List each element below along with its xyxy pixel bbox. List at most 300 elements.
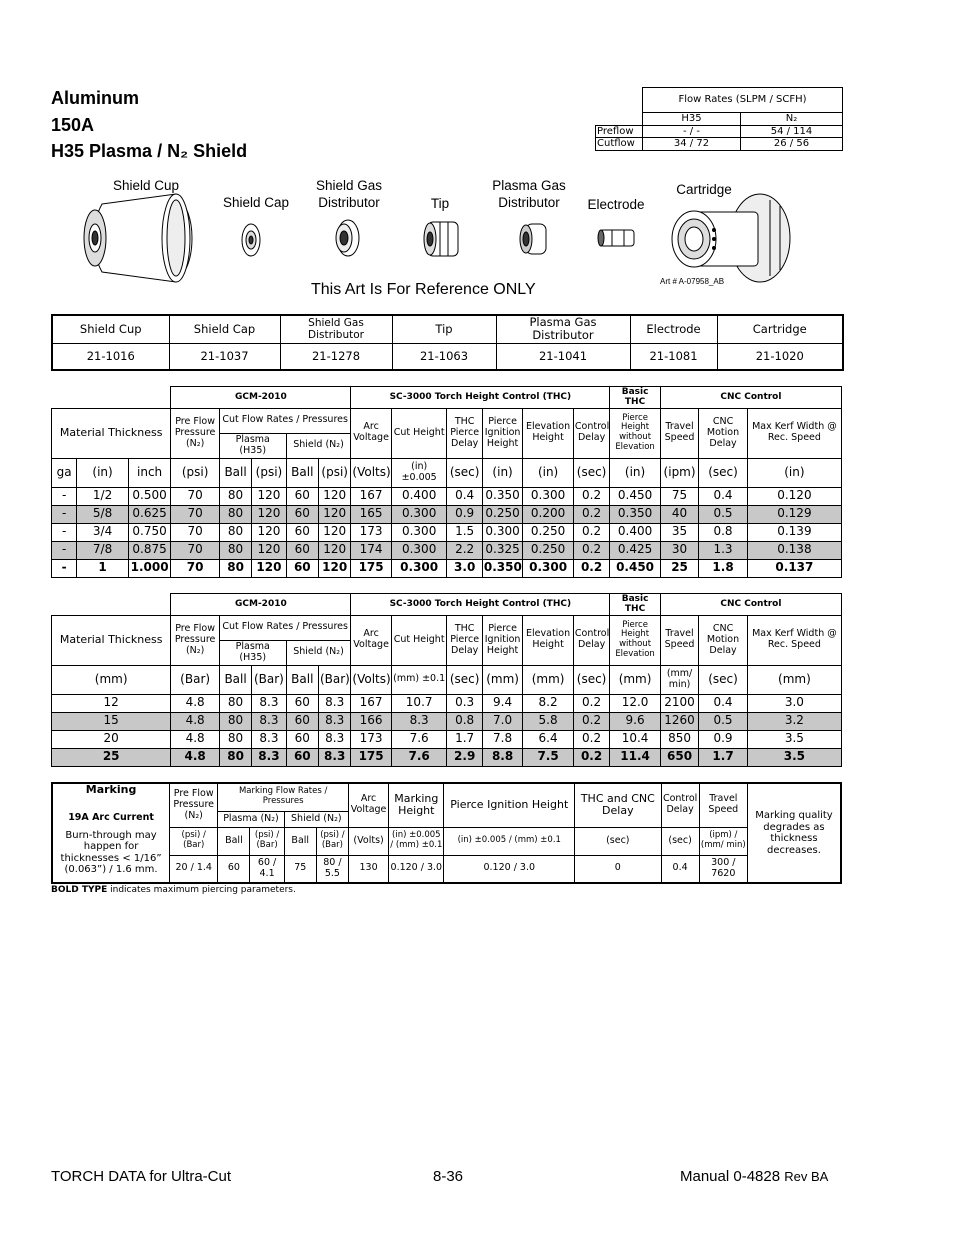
table-cell: 0.9 (699, 730, 748, 748)
table-cell: 1260 (660, 712, 698, 730)
table-row (52, 523, 842, 541)
unit-cell: (mm) (747, 665, 841, 694)
flow-col-h35: H35 (643, 113, 741, 126)
table-cell: 8.3 (252, 748, 286, 766)
table-cell: 0.400 (391, 487, 447, 505)
cutflow-header: Cut Flow Rates / Pressures (219, 615, 351, 640)
page-number: 8-36 (433, 1168, 464, 1185)
table-cell: 120 (252, 505, 286, 523)
material-thickness-header: Material Thickness (52, 615, 171, 665)
unit-cell: (psi) / (Bar) (316, 827, 348, 855)
basic-thc-header: Basic THC (610, 387, 661, 409)
cnc-motion-delay-header: CNC Motion Delay (699, 615, 748, 665)
table-cell: 0.450 (610, 487, 661, 505)
title-material: Aluminum (51, 88, 139, 108)
pierce-ignition-header: Pierce Ignition Height (482, 615, 522, 665)
table-cell: 0.129 (747, 505, 841, 523)
flow-rates-table (595, 87, 843, 151)
table-cell: 1.3 (699, 541, 748, 559)
table-cell: 850 (660, 730, 698, 748)
table-cell: 166 (351, 712, 391, 730)
table-cell: 3.5 (747, 730, 841, 748)
table-cell: 80 (219, 487, 251, 505)
table-cell: 60 (286, 559, 318, 577)
table-cell: 120 (318, 541, 350, 559)
travel-speed-header: Travel Speed (660, 615, 698, 665)
art-number: Art # A-07958_AB (660, 277, 725, 286)
table-cell: 0.4 (447, 487, 482, 505)
label-electrode: Electrode (587, 197, 645, 212)
shield-gas-distributor-icon (336, 220, 359, 256)
unit-cell: Ball (284, 827, 316, 855)
table-cell: - (52, 523, 77, 541)
marking-flows-header: Marking Flow Rates / Pressures (218, 783, 349, 811)
marking-quality-note: Marking quality degrades as thickness decreases. (747, 783, 841, 883)
marking-plasma-header: Plasma (N₂) (218, 811, 284, 827)
table-cell: 12 (52, 694, 171, 712)
table-cell: 2.9 (447, 748, 482, 766)
table-row (52, 487, 842, 505)
table-cell: 70 (171, 487, 220, 505)
table-cell: 0.8 (699, 523, 748, 541)
parts-header: Shield Cap (169, 315, 280, 343)
label-tip: Tip (430, 196, 450, 211)
unit-cell: (sec) (699, 665, 748, 694)
plasma-header: Plasma (H35) (219, 640, 286, 665)
table-cell: 165 (351, 505, 391, 523)
table-cell: 5.8 (523, 712, 574, 730)
table-cell: 1.7 (447, 730, 482, 748)
parts-header: Electrode (630, 315, 717, 343)
plasma-header: Plasma (H35) (219, 433, 286, 458)
table-cell: 25 (52, 748, 171, 766)
value-cell: 0.120 / 3.0 (444, 855, 575, 883)
label-shield-gas-distributor: Shield Gas Distributor (315, 178, 383, 210)
table-cell: 0.2 (573, 748, 609, 766)
part-number: 21-1016 (52, 343, 169, 370)
value-cell: 80 / 5.5 (316, 855, 348, 883)
shield-header: Shield (N₂) (286, 640, 351, 665)
shield-cap-icon (242, 224, 260, 256)
unit-cell: (psi) / (Bar) (250, 827, 284, 855)
table-cell: 10.7 (391, 694, 447, 712)
table-cell: 1/2 (77, 487, 129, 505)
table-cell: 80 (219, 559, 251, 577)
unit-cell: Ball (286, 458, 318, 487)
table-cell: 120 (318, 505, 350, 523)
table-cell: 0.400 (610, 523, 661, 541)
cnc-header: CNC Control (660, 387, 841, 409)
value-cell: 300 / 7620 (699, 855, 747, 883)
value-cell: 0.120 / 3.0 (389, 855, 444, 883)
unit-cell: (mm) (610, 665, 661, 694)
unit-cell: (in) (77, 458, 129, 487)
thc-pierce-delay-header: THC Pierce Delay (447, 408, 482, 458)
marking-height-header: Marking Height (389, 783, 444, 827)
marking-preflow-header: Pre Flow Pressure (N₂) (170, 783, 218, 827)
unit-cell: Ball (219, 458, 251, 487)
elevation-header: Elevation Height (523, 408, 574, 458)
unit-cell: (mm) (523, 665, 574, 694)
table-cell: 0.300 (482, 523, 522, 541)
unit-cell: (Volts) (351, 665, 391, 694)
part-number: 21-1278 (280, 343, 392, 370)
table-cell: 8.3 (252, 730, 286, 748)
table-row (52, 748, 842, 766)
table-cell: 80 (219, 748, 251, 766)
table-cell: 3.0 (747, 694, 841, 712)
thc-header: SC-3000 Torch Height Control (THC) (351, 594, 610, 616)
table-cell: 1.000 (128, 559, 170, 577)
metric-parameters-table (51, 593, 842, 767)
table-row (52, 712, 842, 730)
table-cell: 120 (318, 523, 350, 541)
flow-cell: 26 / 56 (741, 138, 843, 151)
marking-pierce-header: Pierce Ignition Height (444, 783, 575, 827)
table-cell: 175 (351, 748, 391, 766)
value-cell: 0 (575, 855, 661, 883)
table-cell: 0.4 (699, 487, 748, 505)
part-number: 21-1063 (392, 343, 496, 370)
table-cell: 0.300 (391, 541, 447, 559)
cut-height-header: Cut Height (391, 615, 447, 665)
table-cell: 8.3 (318, 748, 350, 766)
table-cell: 4.8 (171, 748, 220, 766)
table-cell: 0.2 (573, 523, 609, 541)
table-cell: 0.5 (699, 505, 748, 523)
table-cell: 0.4 (699, 694, 748, 712)
table-cell: 0.875 (128, 541, 170, 559)
label-plasma-gas-distributor: Plasma Gas Distributor (492, 178, 566, 210)
table-cell: 0.450 (610, 559, 661, 577)
arc-voltage-header: Arc Voltage (351, 408, 391, 458)
table-cell: 0.2 (573, 487, 609, 505)
unit-cell: (sec) (699, 458, 748, 487)
table-cell: 0.325 (482, 541, 522, 559)
table-cell: 120 (252, 559, 286, 577)
table-cell: 7.5 (523, 748, 574, 766)
parts-table (51, 314, 844, 371)
table-cell: 120 (252, 523, 286, 541)
table-cell: 650 (660, 748, 698, 766)
unit-cell: (in) ±0.005 / (mm) ±0.1 (389, 827, 444, 855)
part-number: 21-1037 (169, 343, 280, 370)
table-cell: 75 (660, 487, 698, 505)
unit-cell: (Bar) (318, 665, 350, 694)
unit-cell: (Bar) (252, 665, 286, 694)
value-cell: 75 (284, 855, 316, 883)
table-cell: 0.2 (573, 694, 609, 712)
table-cell: - (52, 559, 77, 577)
table-cell: 0.2 (573, 505, 609, 523)
table-row (52, 730, 842, 748)
preflow-header: Pre Flow Pressure (N₂) (171, 408, 220, 458)
table-cell: 8.3 (391, 712, 447, 730)
table-cell: 1.8 (699, 559, 748, 577)
table-cell: 0.625 (128, 505, 170, 523)
table-cell: 2.2 (447, 541, 482, 559)
table-cell: 80 (219, 523, 251, 541)
table-cell: 0.750 (128, 523, 170, 541)
material-thickness-header: Material Thickness (52, 408, 171, 458)
table-cell: 0.425 (610, 541, 661, 559)
table-cell: 120 (252, 487, 286, 505)
table-row (52, 559, 842, 577)
value-cell: 130 (348, 855, 388, 883)
table-cell: 4.8 (171, 730, 220, 748)
table-cell: 60 (286, 694, 318, 712)
plasma-gas-distributor-icon (520, 224, 546, 254)
table-cell: 0.9 (447, 505, 482, 523)
gcm-header: GCM-2010 (171, 594, 351, 616)
table-cell: 60 (286, 712, 318, 730)
tip-icon (424, 222, 458, 256)
elevation-header: Elevation Height (523, 615, 574, 665)
table-cell: 0.2 (573, 559, 609, 577)
table-cell: 1 (77, 559, 129, 577)
unit-cell: (in) ±0.005 / (mm) ±0.1 (444, 827, 575, 855)
table-cell: 175 (351, 559, 391, 577)
marking-parameters-table (51, 782, 842, 884)
parts-header: Tip (392, 315, 496, 343)
unit-cell: (sec) (447, 665, 482, 694)
table-cell: - (52, 505, 77, 523)
table-cell: 167 (351, 694, 391, 712)
part-number: 21-1081 (630, 343, 717, 370)
table-cell: 0.300 (391, 523, 447, 541)
table-cell: 3/4 (77, 523, 129, 541)
flow-cell: - / - (643, 125, 741, 138)
table-cell: 25 (660, 559, 698, 577)
table-cell: 0.250 (523, 523, 574, 541)
marking-thc-cnc-header: THC and CNC Delay (575, 783, 661, 827)
table-cell: 0.2 (573, 541, 609, 559)
table-cell: 4.8 (171, 694, 220, 712)
table-cell: 8.3 (252, 712, 286, 730)
unit-cell: (mm) ±0.1 (391, 665, 447, 694)
table-cell: 40 (660, 505, 698, 523)
table-cell: 60 (286, 541, 318, 559)
table-cell: 7.0 (482, 712, 522, 730)
table-cell: 60 (286, 505, 318, 523)
table-cell: 8.3 (318, 730, 350, 748)
table-cell: 0.350 (482, 487, 522, 505)
value-cell: 0.4 (661, 855, 699, 883)
parts-header: Plasma Gas Distributor (496, 315, 630, 343)
bold-type-label: BOLD TYPE (51, 885, 108, 895)
title-gas: H35 Plasma / N₂ Shield (51, 141, 248, 161)
table-cell: 120 (318, 559, 350, 577)
table-row (52, 694, 842, 712)
table-cell: 0.300 (391, 559, 447, 577)
flow-header: Flow Rates (SLPM / SCFH) (643, 88, 843, 113)
table-cell: 174 (351, 541, 391, 559)
table-cell: 7.6 (391, 730, 447, 748)
table-cell: 0.300 (523, 559, 574, 577)
basic-thc-header: Basic THC (610, 594, 661, 616)
table-cell: 7.8 (482, 730, 522, 748)
unit-cell: (in) (482, 458, 522, 487)
table-cell: 0.300 (391, 505, 447, 523)
table-cell: 15 (52, 712, 171, 730)
gcm-header: GCM-2010 (171, 387, 351, 409)
footer-left: TORCH DATA for Ultra-Cut (51, 1168, 232, 1185)
table-cell: 0.250 (482, 505, 522, 523)
marking-burn-note: Burn-through may happen for thicknesses < 1/16” (0.063”) / 1.6 mm. (60, 829, 162, 876)
table-cell: 5/8 (77, 505, 129, 523)
table-cell: 4.8 (171, 712, 220, 730)
unit-cell: (mm) (482, 665, 522, 694)
parts-header: Shield Gas Distributor (280, 315, 392, 343)
table-row (52, 505, 842, 523)
unit-cell: (Volts) (348, 827, 388, 855)
table-cell: 20 (52, 730, 171, 748)
pierce-without-elevation-header: Pierce Height without Elevation (610, 408, 661, 458)
table-cell: 8.3 (252, 694, 286, 712)
unit-cell: (in) ±0.005 (391, 458, 447, 487)
bold-type-text: indicates maximum piercing parameters. (107, 885, 296, 895)
cnc-header: CNC Control (660, 594, 841, 616)
travel-speed-header: Travel Speed (660, 408, 698, 458)
unit-cell: Ball (219, 665, 251, 694)
table-cell: 0.350 (610, 505, 661, 523)
unit-cell: inch (128, 458, 170, 487)
marking-control-header: Control Delay (661, 783, 699, 827)
control-delay-header: Control Delay (573, 408, 609, 458)
unit-cell: (Bar) (171, 665, 220, 694)
parts-header: Cartridge (717, 315, 843, 343)
table-cell: 35 (660, 523, 698, 541)
shield-header: Shield (N₂) (286, 433, 351, 458)
cut-height-header: Cut Height (391, 408, 447, 458)
table-cell: 7/8 (77, 541, 129, 559)
table-cell: 70 (171, 559, 220, 577)
table-cell: 0.139 (747, 523, 841, 541)
unit-cell: (ipm) / (mm/ min) (699, 827, 747, 855)
electrode-icon (598, 230, 634, 246)
label-shield-cap: Shield Cap (222, 195, 290, 210)
title-amperage: 150A (51, 115, 95, 135)
table-row (52, 541, 842, 559)
cartridge-icon (672, 194, 790, 282)
table-cell: 3.5 (747, 748, 841, 766)
unit-cell: (ipm) (660, 458, 698, 487)
table-cell: 0.350 (482, 559, 522, 577)
table-cell: 8.2 (523, 694, 574, 712)
max-kerf-header: Max Kerf Width @ Rec. Speed (747, 408, 841, 458)
table-cell: 80 (219, 541, 251, 559)
unit-cell: (sec) (575, 827, 661, 855)
table-cell: 120 (252, 541, 286, 559)
unit-cell: (Volts) (351, 458, 391, 487)
table-cell: 11.4 (610, 748, 661, 766)
table-cell: 9.4 (482, 694, 522, 712)
unit-cell: (in) (610, 458, 661, 487)
table-cell: 3.0 (447, 559, 482, 577)
table-cell: 0.2 (573, 712, 609, 730)
unit-cell: Ball (218, 827, 250, 855)
table-cell: 60 (286, 523, 318, 541)
flow-row-label: Cutflow (596, 138, 643, 151)
pierce-ignition-header: Pierce Ignition Height (482, 408, 522, 458)
table-cell: 1.7 (699, 748, 748, 766)
unit-cell: Ball (286, 665, 318, 694)
bold-type-note (51, 885, 296, 895)
table-cell: 0.2 (573, 730, 609, 748)
table-cell: 12.0 (610, 694, 661, 712)
marking-travel-header: Travel Speed (699, 783, 747, 827)
footer-right (680, 1168, 828, 1185)
thc-header: SC-3000 Torch Height Control (THC) (351, 387, 610, 409)
table-cell: 0.200 (523, 505, 574, 523)
table-cell: 173 (351, 523, 391, 541)
table-cell: 0.138 (747, 541, 841, 559)
reference-note: This Art Is For Reference ONLY (311, 281, 536, 298)
table-cell: 0.8 (447, 712, 482, 730)
table-cell: 60 (286, 487, 318, 505)
table-cell: 10.4 (610, 730, 661, 748)
marking-note-cell (52, 812, 170, 883)
unit-cell: (psi) (171, 458, 220, 487)
marking-current: 19A Arc Current (68, 812, 154, 823)
table-cell: 0.250 (523, 541, 574, 559)
table-cell: 70 (171, 523, 220, 541)
table-cell: 30 (660, 541, 698, 559)
table-cell: 6.4 (523, 730, 574, 748)
flow-col-n2: N₂ (741, 113, 843, 126)
flow-cell: 54 / 114 (741, 125, 843, 138)
arc-voltage-header: Arc Voltage (351, 615, 391, 665)
value-cell: 20 / 1.4 (170, 855, 218, 883)
unit-cell: (in) (523, 458, 574, 487)
unit-cell: ga (52, 458, 77, 487)
table-cell: 8.8 (482, 748, 522, 766)
label-shield-cup: Shield Cup (112, 178, 180, 193)
parts-header: Shield Cup (52, 315, 169, 343)
cnc-motion-delay-header: CNC Motion Delay (699, 408, 748, 458)
flow-row-label: Preflow (596, 125, 643, 138)
unit-cell: (mm/ min) (660, 665, 698, 694)
table-cell: 0.3 (447, 694, 482, 712)
unit-cell: (sec) (661, 827, 699, 855)
value-cell: 60 / 4.1 (250, 855, 284, 883)
table-cell: 60 (286, 730, 318, 748)
thc-pierce-delay-header: THC Pierce Delay (447, 615, 482, 665)
manual-number: Manual 0-4828 (680, 1168, 781, 1185)
revision: Rev BA (784, 1169, 829, 1184)
unit-cell: (in) (747, 458, 841, 487)
table-cell: - (52, 541, 77, 559)
control-delay-header: Control Delay (573, 615, 609, 665)
unit-cell: (mm) (52, 665, 171, 694)
label-cartridge: Cartridge (676, 182, 732, 197)
table-cell: 80 (219, 505, 251, 523)
table-cell: 80 (219, 694, 251, 712)
shield-cup-icon (84, 194, 192, 282)
table-cell: 80 (219, 730, 251, 748)
table-cell: 80 (219, 712, 251, 730)
table-cell: 7.6 (391, 748, 447, 766)
table-cell: 0.137 (747, 559, 841, 577)
part-number: 21-1020 (717, 343, 843, 370)
table-cell: 0.500 (128, 487, 170, 505)
table-cell: 0.120 (747, 487, 841, 505)
unit-cell: (sec) (573, 458, 609, 487)
unit-cell: (sec) (447, 458, 482, 487)
marking-arc-header: Arc Voltage (348, 783, 388, 827)
pierce-without-elevation-header: Pierce Height without Elevation (610, 615, 661, 665)
imperial-parameters-table (51, 386, 842, 578)
